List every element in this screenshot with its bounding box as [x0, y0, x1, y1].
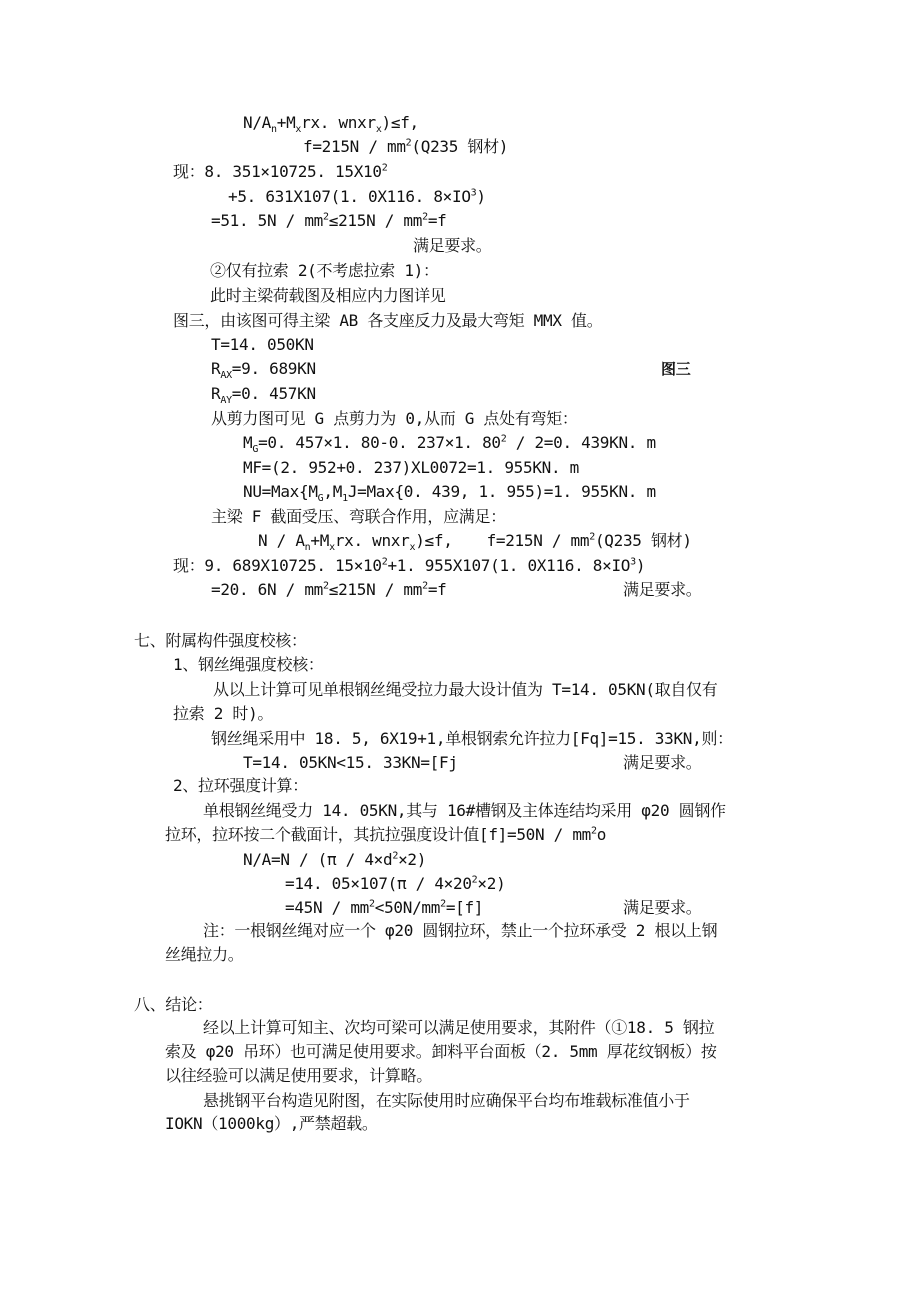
section-title: 八、结论：	[134, 995, 213, 1014]
calc-line: 现：8. 351×10725. $15X10^2$	[173, 162, 388, 181]
formula-line: $N/A_n+M_xrx$. wnxr$_x$)≤f,	[243, 113, 419, 136]
paragraph-line: 图三，由该图可得主梁 AB 各支座反力及最大弯矩 MMX 值。	[173, 311, 603, 330]
calc-line: $=45N / mm^2<50N/mm^2=[f]$	[285, 898, 484, 917]
case-heading: ②仅有拉索 2(不考虑拉索 1)：	[210, 261, 439, 280]
subsection-title: 2、拉环强度计算：	[173, 776, 308, 795]
section-title: 七、附属构件强度校核：	[134, 631, 307, 650]
formula-line: $f=215N / mm^2(Q235$ 钢材)	[303, 137, 509, 156]
calc-line: $N/A=N / (\pi / 4\times d^2\times 2)$	[243, 850, 427, 869]
value-line: $R_{AY}=0$. 457KN	[211, 384, 316, 407]
formula-line: $N / A_n+M_xrx$. wnxr$_x$)≤f, $f=215N / mm^2(Q235$ 钢材)	[258, 531, 692, 554]
note-line: 注：一根钢丝绳对应一个 φ20 圆钢拉环，禁止一个拉环承受 2 根以上钢	[203, 921, 718, 940]
calc-line: T=14. 05KN<15. 33KN=[Fj	[243, 753, 458, 772]
paragraph-line: 单根钢丝绳受力 14. 05KN,其与 16#槽钢及主体连结均采用 φ20 圆钢作	[203, 801, 726, 820]
calc-line: $M_G=0$. 457×1. 80-0. 237×1. $80^2 / 2=0$. 439KN. m	[243, 433, 656, 456]
paragraph-line: 索及 φ20 吊环）也可满足使用要求。卸料平台面板（2. 5mm 厚花纹钢板）按	[165, 1042, 717, 1061]
paragraph-line: 拉环，拉环按二个截面计，其抗拉强度设计值$[f]=50N / mm^2o$	[165, 825, 607, 844]
note-line: 丝绳拉力。	[165, 945, 244, 964]
calc-line: MF=(2. 952+0. 237)XL0072=1. 955KN. m	[243, 458, 579, 477]
paragraph-line: 此时主梁荷载图及相应内力图详见	[210, 286, 446, 305]
calc-line: =51. $5N / mm^2\le 215N / mm^2=f$	[211, 211, 447, 230]
conclusion-text: 满足要求。	[623, 898, 702, 917]
paragraph-line: IOKN（1000kg）,严禁超载。	[165, 1114, 378, 1133]
figure-label: 图三	[661, 360, 691, 378]
conclusion-text: 满足要求。	[623, 580, 702, 599]
calc-line: =14. $05\times 107(\pi / 4\times 20^2\times 2)$	[285, 874, 506, 893]
value-line: $R_{AX}=9$. 689KN	[211, 359, 316, 382]
subsection-title: 1、钢丝绳强度校核：	[173, 655, 324, 674]
calc-line: $NU=Max\{M_G,M_1J=Max\{0$. 439, 1. 955)=1. 955KN. m	[243, 482, 656, 505]
value-line: T=14. 050KN	[211, 335, 314, 354]
calc-line: 现：9. 689X10725. $15\times 10^2+1$. 955X107(1. 0X116. $8\times IO^3$)	[173, 556, 646, 575]
conclusion-text: 满足要求。	[623, 753, 702, 772]
paragraph-line: 从以上计算可见单根钢丝绳受拉力最大设计值为 T=14. 05KN(取自仅有	[213, 680, 718, 699]
paragraph-line: 经以上计算可知主、次均可梁可以满足使用要求，其附件（①18. 5 钢拉	[203, 1018, 715, 1037]
paragraph-line: 主梁 F 截面受压、弯联合作用，应满足：	[211, 507, 506, 526]
conclusion-text: 满足要求。	[413, 236, 492, 255]
paragraph-line: 从剪力图可见 G 点剪力为 0,从而 G 点处有弯矩：	[211, 409, 578, 428]
calc-line: =20. $6N / mm^2\le 215N / mm^2=f$	[211, 580, 447, 599]
paragraph-line: 悬挑钢平台构造见附图，在实际使用时应确保平台均布堆载标准值小于	[203, 1091, 690, 1110]
paragraph-line: 钢丝绳采用中 18. 5, 6X19+1,单根钢索允许拉力[Fq]=15. 33KN,则：	[211, 729, 733, 748]
paragraph-line: 以往经验可以满足使用要求，计算略。	[165, 1066, 432, 1085]
calc-line: +5. 631X107(1. 0X116. $8\times IO^3$)	[228, 187, 486, 206]
paragraph-line: 拉索 2 时)。	[173, 704, 274, 723]
